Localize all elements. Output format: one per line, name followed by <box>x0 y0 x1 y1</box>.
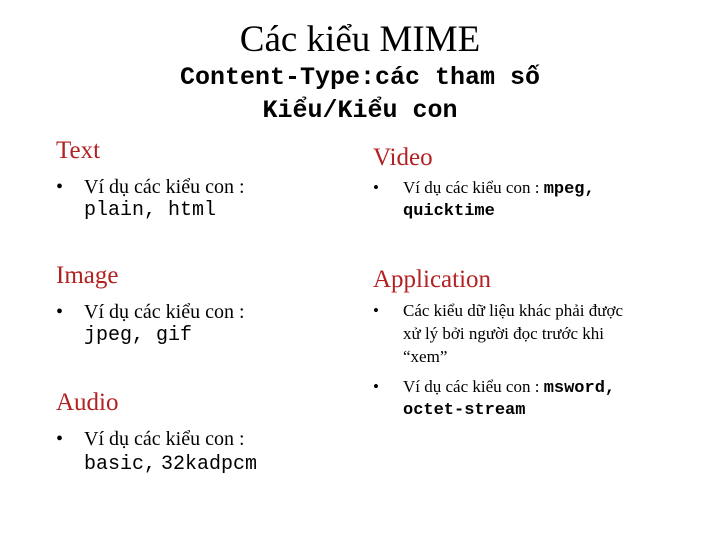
application-bullet2-value-octet-stream: octet-stream <box>403 401 526 420</box>
application-bullet2-value-msword: msword, <box>543 379 616 398</box>
video-bullet <box>373 176 703 226</box>
image-bullet-values: jpeg, gif <box>84 324 193 347</box>
bullet-dot: • <box>56 428 64 450</box>
audio-bullet-value-basic: basic, <box>84 453 157 476</box>
heading-text: Text <box>56 137 101 164</box>
heading-application: Application <box>373 266 492 293</box>
audio-bullet <box>56 427 356 477</box>
bullet-dot: • <box>373 178 379 197</box>
video-bullet-value-mpeg: mpeg, <box>543 180 595 199</box>
heading-image: Image <box>56 262 119 289</box>
text-bullet-prefix: Ví dụ các kiểu con : <box>84 176 245 198</box>
application-bullet1-line1: Các kiểu dữ liệu khác phải được <box>403 301 624 320</box>
bullet-dot: • <box>373 301 379 320</box>
video-bullet-value-quicktime: quicktime <box>403 202 495 221</box>
application-bullet1-line3: “xem” <box>403 347 448 366</box>
heading-audio: Audio <box>56 389 119 416</box>
application-bullet1-line2: xử lý bởi người đọc trước khi <box>403 324 604 343</box>
application-bullet-1 <box>373 299 703 371</box>
bullet-dot: • <box>56 176 64 198</box>
subtitle-content-type: Content-Type:các tham số <box>179 63 541 92</box>
audio-bullet-value-32kadpcm: 32kadpcm <box>161 453 258 476</box>
text-bullet <box>56 175 356 225</box>
slide-title: Các kiểu MIME <box>239 19 481 60</box>
application-bullet-2 <box>373 375 703 425</box>
subtitle-type-subtype: Kiểu/Kiểu con <box>262 96 458 125</box>
video-bullet-prefix: Ví dụ các kiểu con : <box>403 178 540 197</box>
heading-video: Video <box>373 144 433 171</box>
application-bullet2-prefix: Ví dụ các kiểu con : <box>403 377 540 396</box>
bullet-dot: • <box>56 301 64 323</box>
image-bullet <box>56 300 356 350</box>
bullet-dot: • <box>373 377 379 396</box>
image-bullet-prefix: Ví dụ các kiểu con : <box>84 301 245 323</box>
audio-bullet-prefix: Ví dụ các kiểu con : <box>84 428 245 450</box>
text-bullet-values: plain, html <box>84 199 217 222</box>
